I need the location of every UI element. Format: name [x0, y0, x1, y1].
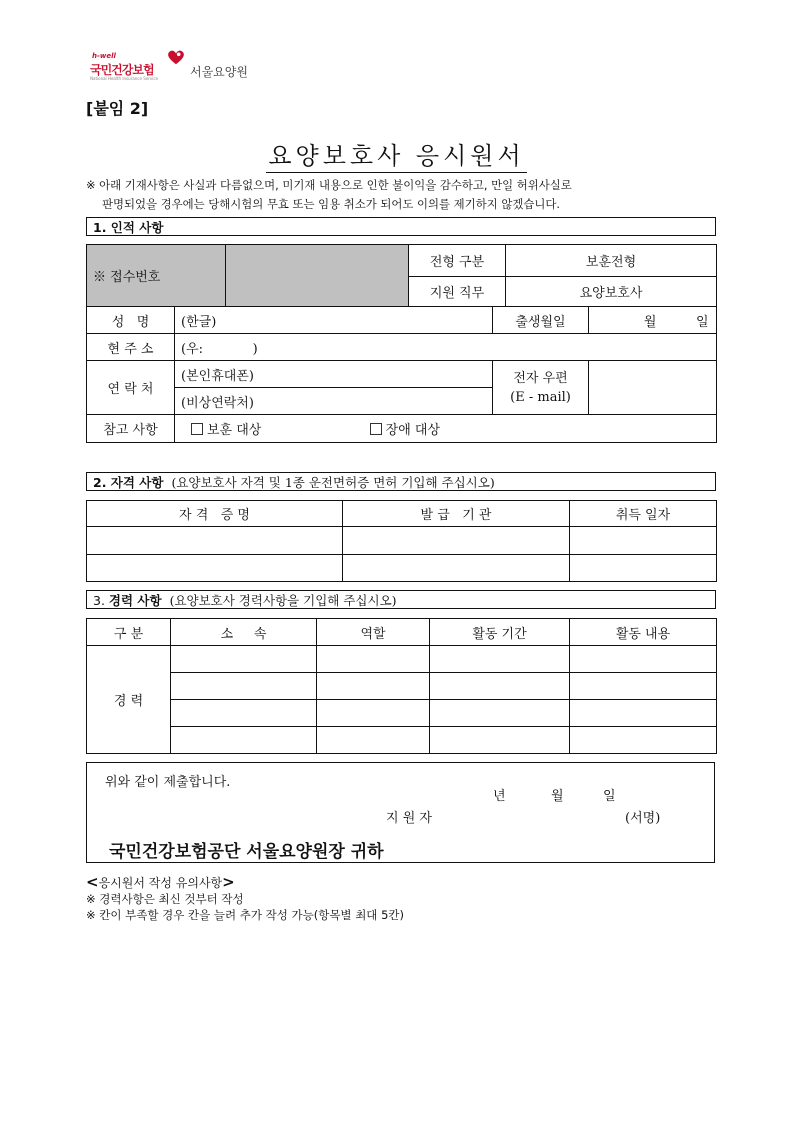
- sign-label: (서명): [625, 811, 661, 826]
- job-value: 요양보호사: [506, 277, 717, 307]
- signature-day: 일: [603, 789, 616, 804]
- notice-line-1: ※ 아래 기재사항은 사실과 다름없으며, 미기재 내용으로 인한 불이익을 감수하고, 만일 허위사실로: [86, 178, 572, 192]
- career-row-label: 경 력: [87, 646, 171, 754]
- heart-icon: [167, 48, 185, 66]
- qualification-col-issuer: 발 급 기 관: [343, 501, 570, 527]
- logo-brand-en: National Health Insurance Service: [90, 76, 159, 81]
- logo-org-name: 서울요양원: [190, 65, 248, 79]
- career-cell[interactable]: [570, 646, 717, 673]
- address-field[interactable]: [175, 334, 717, 361]
- emergency-hint: (비상연락처): [181, 395, 254, 411]
- section3-note: (요양보호사 경력사항을 기입해 주십시오): [169, 593, 397, 608]
- email-label-2: (E - mail): [510, 389, 571, 405]
- name-field[interactable]: [175, 307, 493, 334]
- qualification-col-name: 자 격 증 명: [87, 501, 343, 527]
- qualification-cell[interactable]: [343, 527, 570, 555]
- address-label: 현 주 소: [87, 334, 175, 361]
- career-cell[interactable]: [171, 673, 317, 700]
- mobile-field[interactable]: [175, 361, 493, 388]
- qualification-cell[interactable]: [343, 555, 570, 582]
- checkbox-icon: [191, 423, 203, 435]
- checkbox-icon: [370, 423, 382, 435]
- section3-header: 3. 경력 사항 (요양보호사 경력사항을 기입해 주십시오): [86, 590, 716, 609]
- career-col-type: 구 분: [87, 619, 171, 646]
- signature-box: [86, 762, 715, 863]
- footnotes-heading: <응시원서 작성 유의사항>: [86, 873, 235, 891]
- career-cell[interactable]: [430, 646, 570, 673]
- career-cell[interactable]: [430, 700, 570, 727]
- receipt-number-field: [226, 245, 409, 307]
- birth-day: 일: [696, 314, 709, 330]
- career-cell[interactable]: [430, 673, 570, 700]
- footnotes: [86, 874, 404, 923]
- notice-text: [86, 176, 726, 214]
- email-label: [493, 361, 589, 415]
- career-cell[interactable]: [317, 673, 430, 700]
- footnote-2: ※ 칸이 부족할 경우 칸을 늘려 추가 작성 가능(항목별 최대 5칸): [86, 908, 404, 922]
- birth-label: 출생월일: [493, 307, 589, 334]
- career-col-role: 역할: [317, 619, 430, 646]
- career-cell[interactable]: [317, 727, 430, 754]
- notice-line-2: 판명되었을 경우에는 당해시험의 무효 또는 임용 취소가 되어도 이의를 제기하지 않겠습니다.: [102, 197, 560, 211]
- career-cell[interactable]: [570, 700, 717, 727]
- veteran-checkbox[interactable]: [191, 423, 261, 438]
- attachment-label: [붙임 2]: [86, 99, 149, 118]
- contact-label: 연 락 처: [87, 361, 175, 415]
- career-cell[interactable]: [430, 727, 570, 754]
- career-cell[interactable]: [570, 727, 717, 754]
- name-hint: (한글): [181, 314, 217, 330]
- section2-note: (요양보호사 자격 및 1종 운전면허증 면허 기입해 주십시오): [171, 475, 495, 490]
- career-cell[interactable]: [171, 700, 317, 727]
- qualification-cell[interactable]: [570, 555, 717, 582]
- mobile-hint: (본인휴대폰): [181, 368, 254, 384]
- qualification-cell[interactable]: [87, 555, 343, 582]
- addressee: 국민건강보험공단 서울요양원장 귀하: [109, 842, 384, 862]
- applicant-label: 지 원 자: [386, 811, 432, 826]
- career-cell[interactable]: [171, 646, 317, 673]
- section2-header: 2. 자격 사항 (요양보호사 자격 및 1종 운전면허증 면허 기입해 주십시오): [86, 472, 716, 491]
- career-col-activity: 활동 내용: [570, 619, 717, 646]
- birth-field[interactable]: [589, 307, 717, 334]
- signature-year: 년: [493, 789, 506, 804]
- reference-label: 참고 사항: [87, 415, 175, 443]
- footnote-1: ※ 경력사항은 최신 것부터 작성: [86, 892, 244, 906]
- logo-brand: 국민건강보험: [90, 63, 154, 77]
- personal-info-table: [86, 244, 717, 443]
- address-hint: (우: ): [181, 341, 258, 357]
- page-title: 요양보호사 응시원서: [0, 136, 793, 171]
- section1-header: 1. 인적 사항: [86, 217, 716, 236]
- reference-options: [175, 415, 717, 443]
- receipt-number-label: ※ 접수번호: [87, 245, 226, 307]
- organization-logo: [88, 44, 263, 82]
- career-col-period: 활동 기간: [430, 619, 570, 646]
- career-table: [86, 618, 717, 754]
- logo-tagline: h-well: [92, 52, 116, 60]
- qualification-col-date: 취득 일자: [570, 501, 717, 527]
- career-cell[interactable]: [570, 673, 717, 700]
- birth-month: 월: [643, 314, 657, 330]
- emergency-contact-field[interactable]: [175, 388, 493, 415]
- career-col-org: 소 속: [171, 619, 317, 646]
- qualification-cell[interactable]: [570, 527, 717, 555]
- exam-type-value: 보훈전형: [506, 245, 717, 277]
- name-label: 성 명: [87, 307, 175, 334]
- disability-checkbox[interactable]: [370, 423, 440, 438]
- qualification-cell[interactable]: [87, 527, 343, 555]
- exam-type-label: 전형 구분: [409, 245, 506, 277]
- career-cell[interactable]: [317, 700, 430, 727]
- qualification-table: [86, 500, 717, 582]
- disability-label: 장애 대상: [385, 423, 441, 438]
- email-label-1: 전자 우편: [513, 370, 568, 386]
- signature-month: 월: [551, 789, 564, 804]
- submission-statement: 위와 같이 제출합니다.: [105, 775, 231, 790]
- career-cell[interactable]: [317, 646, 430, 673]
- email-field[interactable]: [589, 361, 717, 415]
- job-label: 지원 직무: [409, 277, 506, 307]
- veteran-label: 보훈 대상: [207, 423, 262, 438]
- career-cell[interactable]: [171, 727, 317, 754]
